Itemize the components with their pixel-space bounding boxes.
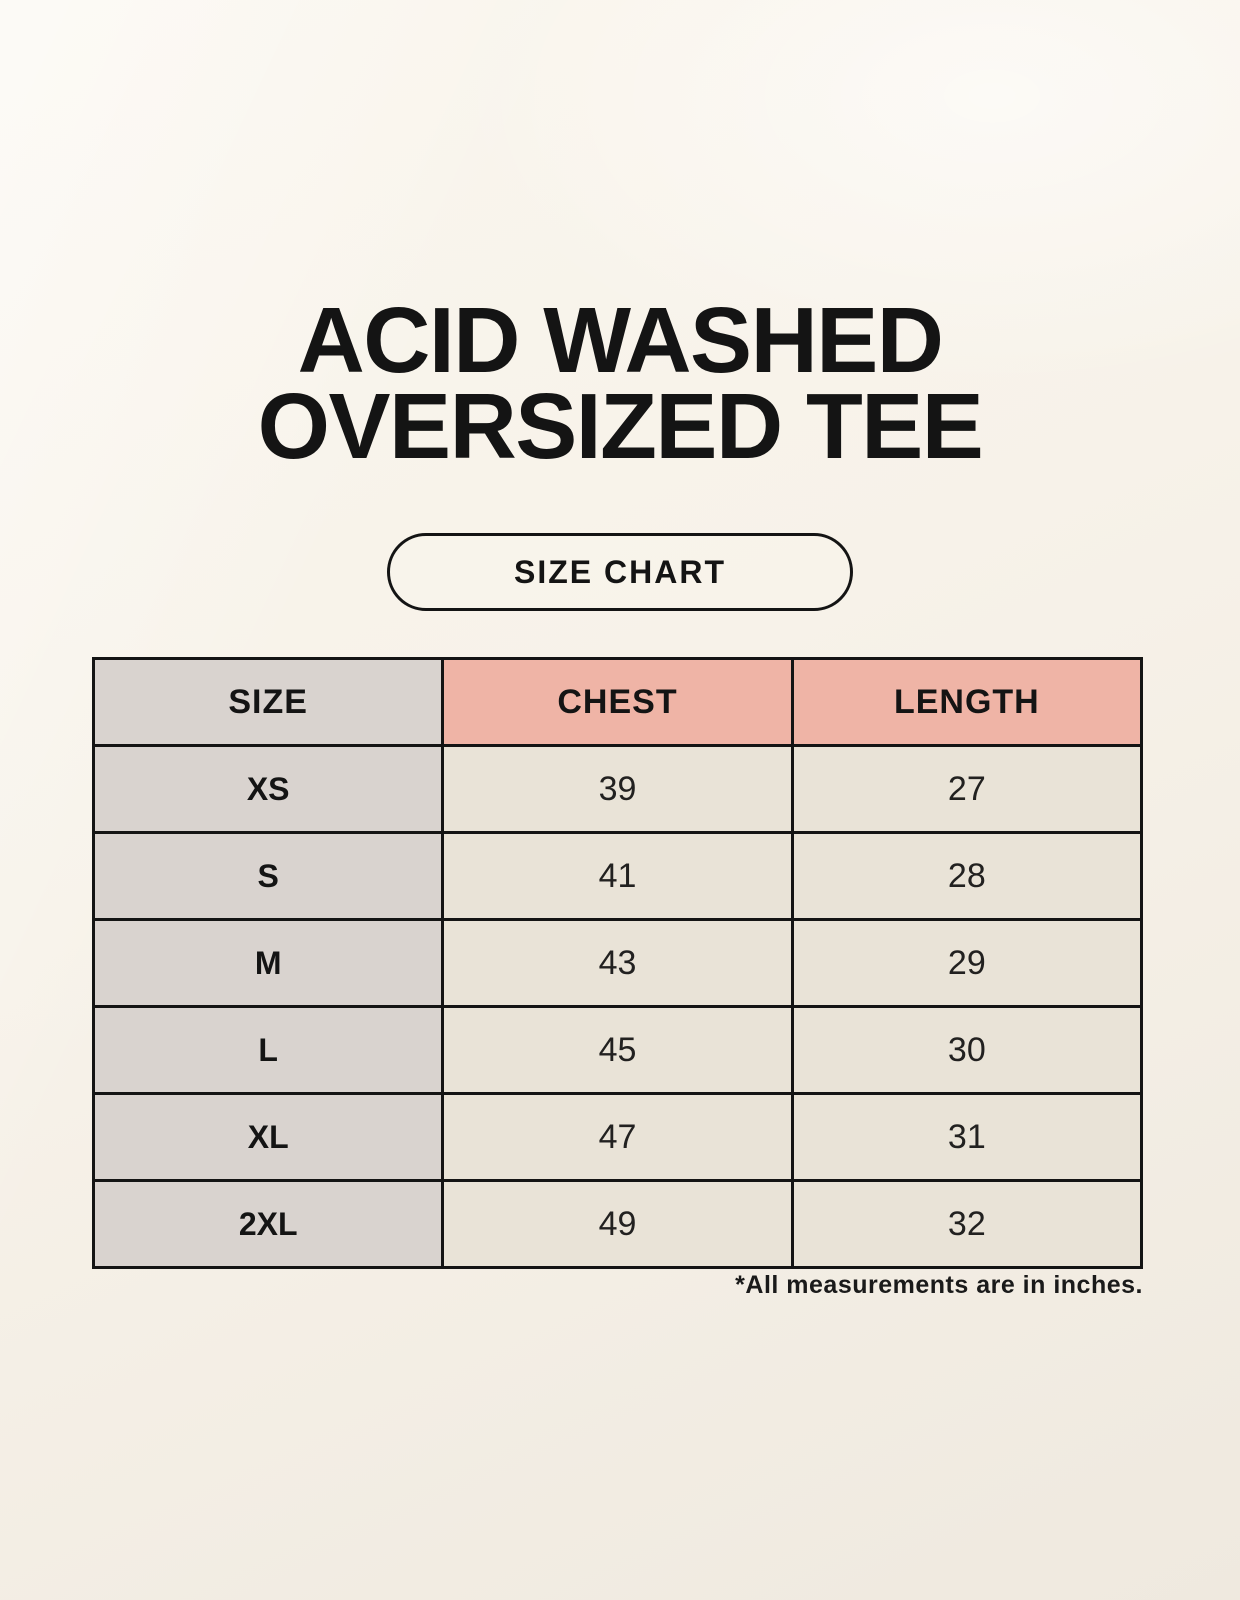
- page-title: [0, 288, 1240, 479]
- table-row-xl: [94, 1094, 1142, 1181]
- table-row-m: [94, 920, 1142, 1007]
- length-cell: 27: [792, 746, 1141, 833]
- chest-cell: 47: [443, 1094, 792, 1181]
- page-title-line1: ACID WASHED: [297, 288, 943, 392]
- chest-cell: 41: [443, 833, 792, 920]
- chest-cell: 43: [443, 920, 792, 1007]
- size-chart-button-label: SIZE CHART: [514, 553, 726, 590]
- table-row-xs: [94, 746, 1142, 833]
- size-cell: S: [94, 833, 443, 920]
- chest-cell: 45: [443, 1007, 792, 1094]
- size-cell: XL: [94, 1094, 443, 1181]
- size-cell: 2XL: [94, 1181, 443, 1268]
- length-cell: 31: [792, 1094, 1141, 1181]
- size-cell: XS: [94, 746, 443, 833]
- size-cell: M: [94, 920, 443, 1007]
- measurements-note: *All measurements are in inches.: [735, 1271, 1143, 1299]
- length-cell: 28: [792, 833, 1141, 920]
- size-chart-button[interactable]: [387, 533, 853, 611]
- column-header-size: SIZE: [94, 659, 443, 746]
- length-cell: 29: [792, 920, 1141, 1007]
- size-chart-table-container: [92, 657, 1143, 1269]
- chest-cell: 49: [443, 1181, 792, 1268]
- page-title-line2: OVERSIZED TEE: [257, 374, 983, 479]
- table-header-row: [94, 659, 1142, 746]
- column-header-chest: CHEST: [443, 659, 792, 746]
- chest-cell: 39: [443, 746, 792, 833]
- length-cell: 32: [792, 1181, 1141, 1268]
- size-cell: L: [94, 1007, 443, 1094]
- table-row-s: [94, 833, 1142, 920]
- length-cell: 30: [792, 1007, 1141, 1094]
- table-row-l: [94, 1007, 1142, 1094]
- table-row-2xl: [94, 1181, 1142, 1268]
- column-header-length: LENGTH: [792, 659, 1141, 746]
- size-chart-table: [92, 657, 1143, 1269]
